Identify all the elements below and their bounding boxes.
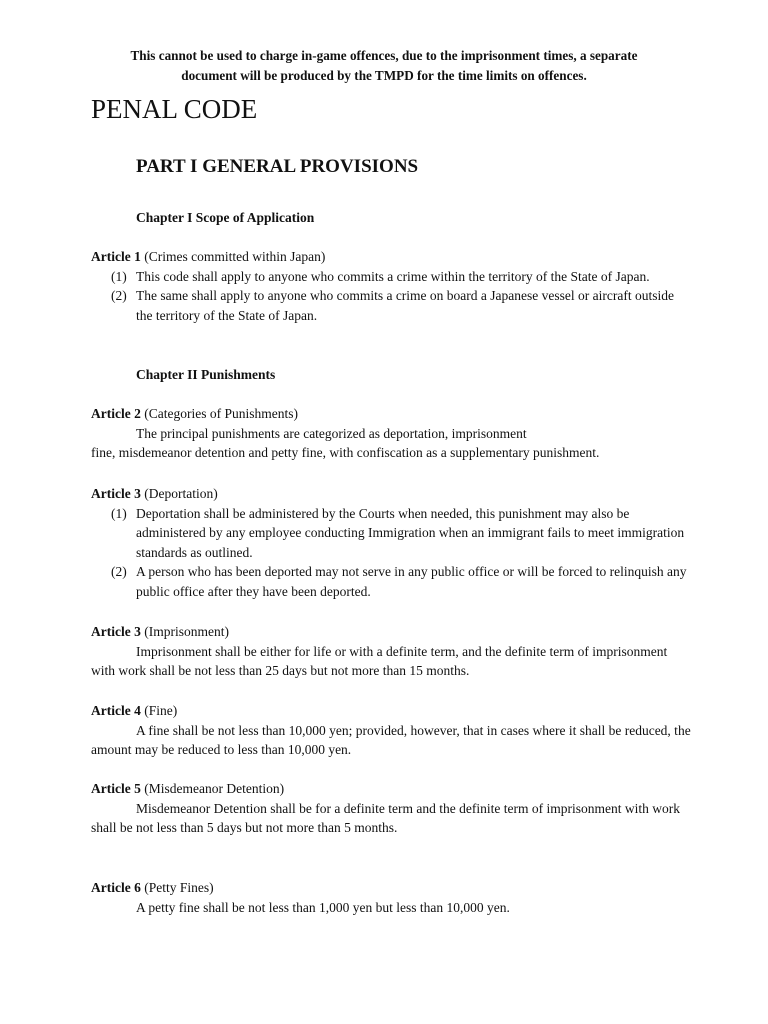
article-2	[91, 404, 691, 463]
article-number: Article 5	[91, 781, 141, 796]
item-text: This code shall apply to anyone who commits a crime within the territory of the State of Japan.	[136, 268, 650, 284]
article-text: A fine shall be not less than 10,000 yen; provided, however, that in cases where it shall be reduced, the amount may be reduced to less than 10,000 yen.	[91, 722, 691, 758]
item-marker: (1)	[111, 505, 127, 521]
item-text: Deportation shall be administered by the Courts when needed, this punishment may also be administered by any employee conducting Immigration when an immigrant fails to meet immigration standards as outlined.	[136, 505, 685, 560]
article-heading	[91, 404, 691, 424]
chapter-heading: Chapter I Scope of Application	[136, 210, 315, 225]
article-3-deportation	[91, 484, 691, 602]
article-item	[91, 286, 691, 325]
article-item	[91, 562, 691, 601]
notice-banner	[80, 46, 688, 86]
article-6	[91, 878, 691, 917]
article-number: Article 3	[91, 486, 141, 501]
article-item	[91, 504, 691, 563]
article-text: A petty fine shall be not less than 1,000 yen but less than 10,000 yen.	[136, 899, 510, 915]
article-caption: (Imprisonment)	[144, 624, 229, 639]
article-3-imprisonment	[91, 622, 691, 681]
article-text: Imprisonment shall be either for life or with a definite term, and the definite term of imprisonment with work shall be not less than 25 days but not more than 15 months.	[91, 643, 668, 679]
article-caption: (Petty Fines)	[144, 880, 214, 895]
article-caption: (Crimes committed within Japan)	[144, 249, 326, 264]
item-text: A person who has been deported may not serve in any public office or will be forced to relinquish any public office after they have been deported.	[136, 564, 687, 599]
notice-line: document will be produced by the TMPD for the time limits on offences.	[181, 68, 587, 83]
article-caption: (Misdemeanor Detention)	[144, 781, 285, 796]
article-text: Misdemeanor Detention shall be for a definite term and the definite term of imprisonment with work shall be not less than 5 days but not more than 5 months.	[91, 800, 680, 836]
article-caption: (Deportation)	[144, 486, 218, 501]
article-caption: (Categories of Punishments)	[144, 406, 298, 421]
article-heading	[91, 878, 691, 898]
part-heading: PART I GENERAL PROVISIONS	[136, 156, 419, 177]
item-marker: (1)	[111, 268, 127, 284]
notice-line: This cannot be used to charge in-game offences, due to the imprisonment times, a separate	[130, 48, 638, 63]
article-4	[91, 701, 691, 760]
article-heading	[91, 622, 691, 642]
article-5	[91, 779, 691, 838]
article-number: Article 3	[91, 624, 141, 639]
document-title: PENAL CODE	[91, 94, 258, 124]
article-item	[91, 267, 691, 287]
article-caption: (Fine)	[144, 703, 178, 718]
item-text: The same shall apply to anyone who commits a crime on board a Japanese vessel or aircraft outside the territory of the State of Japan.	[136, 288, 674, 323]
item-marker: (2)	[111, 564, 127, 580]
article-1	[91, 247, 691, 325]
article-heading	[91, 779, 691, 799]
article-text: The principal punishments are categorized as deportation, imprisonment	[136, 425, 527, 441]
article-heading	[91, 484, 691, 504]
item-marker: (2)	[111, 288, 127, 304]
article-text: fine, misdemeanor detention and petty fine, with confiscation as a supplementary punishment.	[91, 445, 600, 461]
article-heading	[91, 247, 691, 267]
article-number: Article 1	[91, 249, 141, 264]
article-heading	[91, 701, 691, 721]
article-number: Article 4	[91, 703, 141, 718]
article-number: Article 6	[91, 880, 141, 895]
article-number: Article 2	[91, 406, 141, 421]
chapter-heading: Chapter II Punishments	[136, 367, 276, 382]
